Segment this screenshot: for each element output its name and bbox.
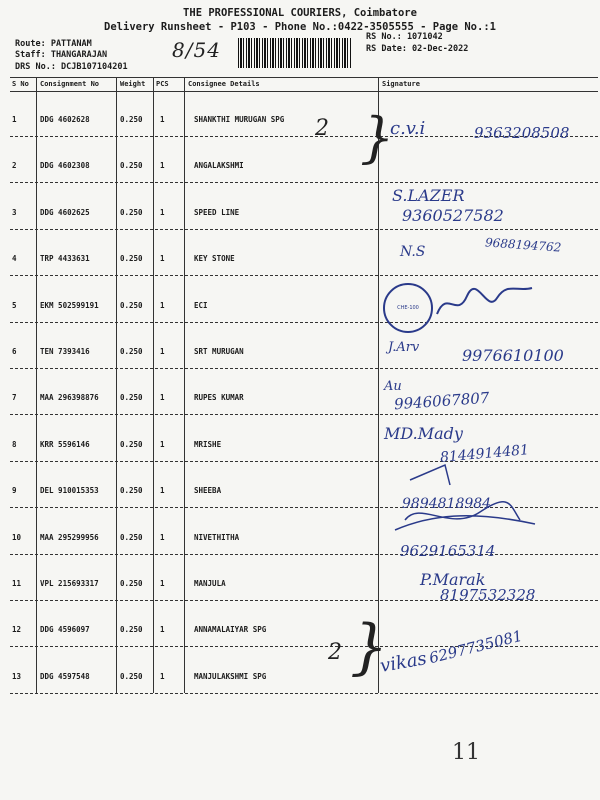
row-consignee: SPEED LINE xyxy=(194,207,240,217)
row-pcs: 1 xyxy=(160,207,165,217)
row-sno: 10 xyxy=(12,532,22,542)
row-consignee: MANJULA xyxy=(194,579,226,588)
row-separator xyxy=(10,693,598,694)
row-sno: 7 xyxy=(12,393,17,403)
row-pcs: 1 xyxy=(160,161,165,171)
hw-phone: 8144914481 xyxy=(439,442,530,466)
staff-label: Staff: THANGARAJAN xyxy=(15,50,108,60)
hw-phone: 8197532328 xyxy=(440,586,536,604)
hw-brace: } xyxy=(350,612,389,682)
row-pcs: 1 xyxy=(160,486,165,496)
hw-phone: 9976610100 xyxy=(462,346,564,365)
row-weight: 0.250 xyxy=(120,115,143,124)
row-weight: 0.250 xyxy=(120,393,143,403)
row-sno: 8 xyxy=(12,439,17,449)
hw-signature: P.Marak xyxy=(420,570,486,589)
hw-signature: MD.Mady xyxy=(384,424,463,443)
row-sno: 13 xyxy=(12,671,22,681)
hw-signature: S.LAZER xyxy=(392,186,465,205)
company-title: THE PROFESSIONAL COURIERS, Coimbatore xyxy=(183,7,417,19)
row-consignee: MANJULAKSHMI SPG xyxy=(194,671,267,681)
col-consignee: Consignee Details xyxy=(188,80,260,88)
row-sno: 12 xyxy=(12,625,22,635)
row-pcs: 1 xyxy=(160,579,165,588)
company-seal: CHE-100 xyxy=(383,283,433,333)
scribble-signature-icon xyxy=(390,460,540,540)
row-consignee: ANNAMALAIYAR SPG xyxy=(194,625,267,635)
row-pcs: 1 xyxy=(160,439,165,449)
row-weight: 0.250 xyxy=(120,161,143,171)
row-pcs: 1 xyxy=(160,347,165,356)
row-consignment: MAA 296398876 xyxy=(40,393,99,403)
row-consignee: MRISHE xyxy=(194,439,222,449)
row-consignment: KRR 5596146 xyxy=(40,439,90,449)
hw-signature: N.S xyxy=(400,244,426,260)
runsheet-subtitle: Delivery Runsheet - P103 - Phone No.:0422-3505555 - Page No.:1 xyxy=(104,21,496,33)
rs-date: RS Date: 02-Dec-2022 xyxy=(366,44,469,54)
row-consignee: ANGALAKSHMI xyxy=(194,161,244,171)
row-consignment: VPL 215693317 xyxy=(40,579,99,588)
hw-phone: 9360527582 xyxy=(402,206,504,225)
row-weight: 0.250 xyxy=(120,254,143,264)
footer-handwritten-mark: 11 xyxy=(452,740,480,765)
row-consignment: DDG 4597548 xyxy=(40,671,90,681)
table-row xyxy=(10,184,598,230)
row-pcs: 1 xyxy=(160,300,165,310)
row-sno: 4 xyxy=(12,254,17,264)
row-weight: 0.250 xyxy=(120,347,143,356)
table-header xyxy=(10,77,598,91)
handwritten-count: 8/54 xyxy=(172,38,221,62)
hw-phone: 6297735081 xyxy=(427,626,525,668)
row-sno: 9 xyxy=(12,486,17,496)
row-consignee: SHANKTHI MURUGAN SPG xyxy=(194,115,285,124)
hw-phone: 9629165314 xyxy=(400,542,496,560)
row-consignee: ECI xyxy=(194,300,208,310)
row-consignment: EKM 502599191 xyxy=(40,300,99,310)
row-consignee: KEY STONE xyxy=(194,254,235,264)
row-sno: 5 xyxy=(12,300,17,310)
row-weight: 0.250 xyxy=(120,532,143,542)
col-consignment: Consignment No xyxy=(40,80,100,88)
row-weight: 0.250 xyxy=(120,625,143,635)
hw-signature: J.Arv xyxy=(388,340,420,355)
row-pcs: 1 xyxy=(160,671,165,681)
row-pcs: 1 xyxy=(160,254,165,264)
barcode xyxy=(238,38,352,68)
row-pcs: 1 xyxy=(160,393,165,403)
row-sno: 1 xyxy=(12,115,17,124)
row-consignee: RUPES KUMAR xyxy=(194,393,244,403)
row-weight: 0.250 xyxy=(120,486,143,496)
table-row xyxy=(10,369,598,415)
row-sno: 3 xyxy=(12,207,17,217)
hw-phone: 9688194762 xyxy=(484,235,562,255)
row-weight: 0.250 xyxy=(120,439,143,449)
row-consignment: DDG 4602628 xyxy=(40,115,90,124)
route-label: Route: PATTANAM xyxy=(15,39,92,49)
drs-number: DRS No.: DCJB107104201 xyxy=(15,62,128,72)
row-consignment: DDG 4596097 xyxy=(40,625,90,635)
hw-brace: } xyxy=(360,106,395,169)
hw-signature: vikas xyxy=(378,648,429,677)
col-weight: Weight xyxy=(120,80,146,88)
row-consignment: MAA 295299956 xyxy=(40,532,99,542)
hw-phone: 9946067807 xyxy=(393,388,490,414)
hw-signature: c.v.i xyxy=(390,118,426,139)
rs-number: RS No.: 1071042 xyxy=(366,32,443,42)
row-sno: 6 xyxy=(12,347,17,356)
hw-mark-2: 2 xyxy=(315,116,329,141)
row-consignment: DEL 910015353 xyxy=(40,486,99,496)
row-consignment: DDG 4602625 xyxy=(40,207,90,217)
row-consignment: TEN 7393416 xyxy=(40,347,90,356)
row-consignment: TRP 4433631 xyxy=(40,254,90,264)
row-pcs: 1 xyxy=(160,115,165,124)
row-consignee: SRT MURUGAN xyxy=(194,347,244,356)
table-row xyxy=(10,137,598,183)
row-consignment: DDG 4602308 xyxy=(40,161,90,171)
row-weight: 0.250 xyxy=(120,671,143,681)
col-pcs: PCS xyxy=(156,80,169,88)
hw-mark-2: 2 xyxy=(328,640,342,665)
row-consignee: SHEEBA xyxy=(194,486,222,496)
row-weight: 0.250 xyxy=(120,207,143,217)
table-row xyxy=(10,648,598,694)
row-pcs: 1 xyxy=(160,532,165,542)
col-signature: Signature xyxy=(382,80,420,88)
row-sno: 2 xyxy=(12,161,17,171)
row-consignee: NIVETHITHA xyxy=(194,532,240,542)
row-weight: 0.250 xyxy=(120,579,143,588)
hw-phone: 9363208508 xyxy=(474,124,570,142)
row-weight: 0.250 xyxy=(120,300,143,310)
scribble-signature-icon xyxy=(432,284,542,324)
col-sno: S No xyxy=(12,80,29,88)
row-sno: 11 xyxy=(12,579,22,588)
hw-signature: Au xyxy=(384,379,402,394)
row-pcs: 1 xyxy=(160,625,165,635)
hw-phone: 9894818984 xyxy=(402,496,492,512)
